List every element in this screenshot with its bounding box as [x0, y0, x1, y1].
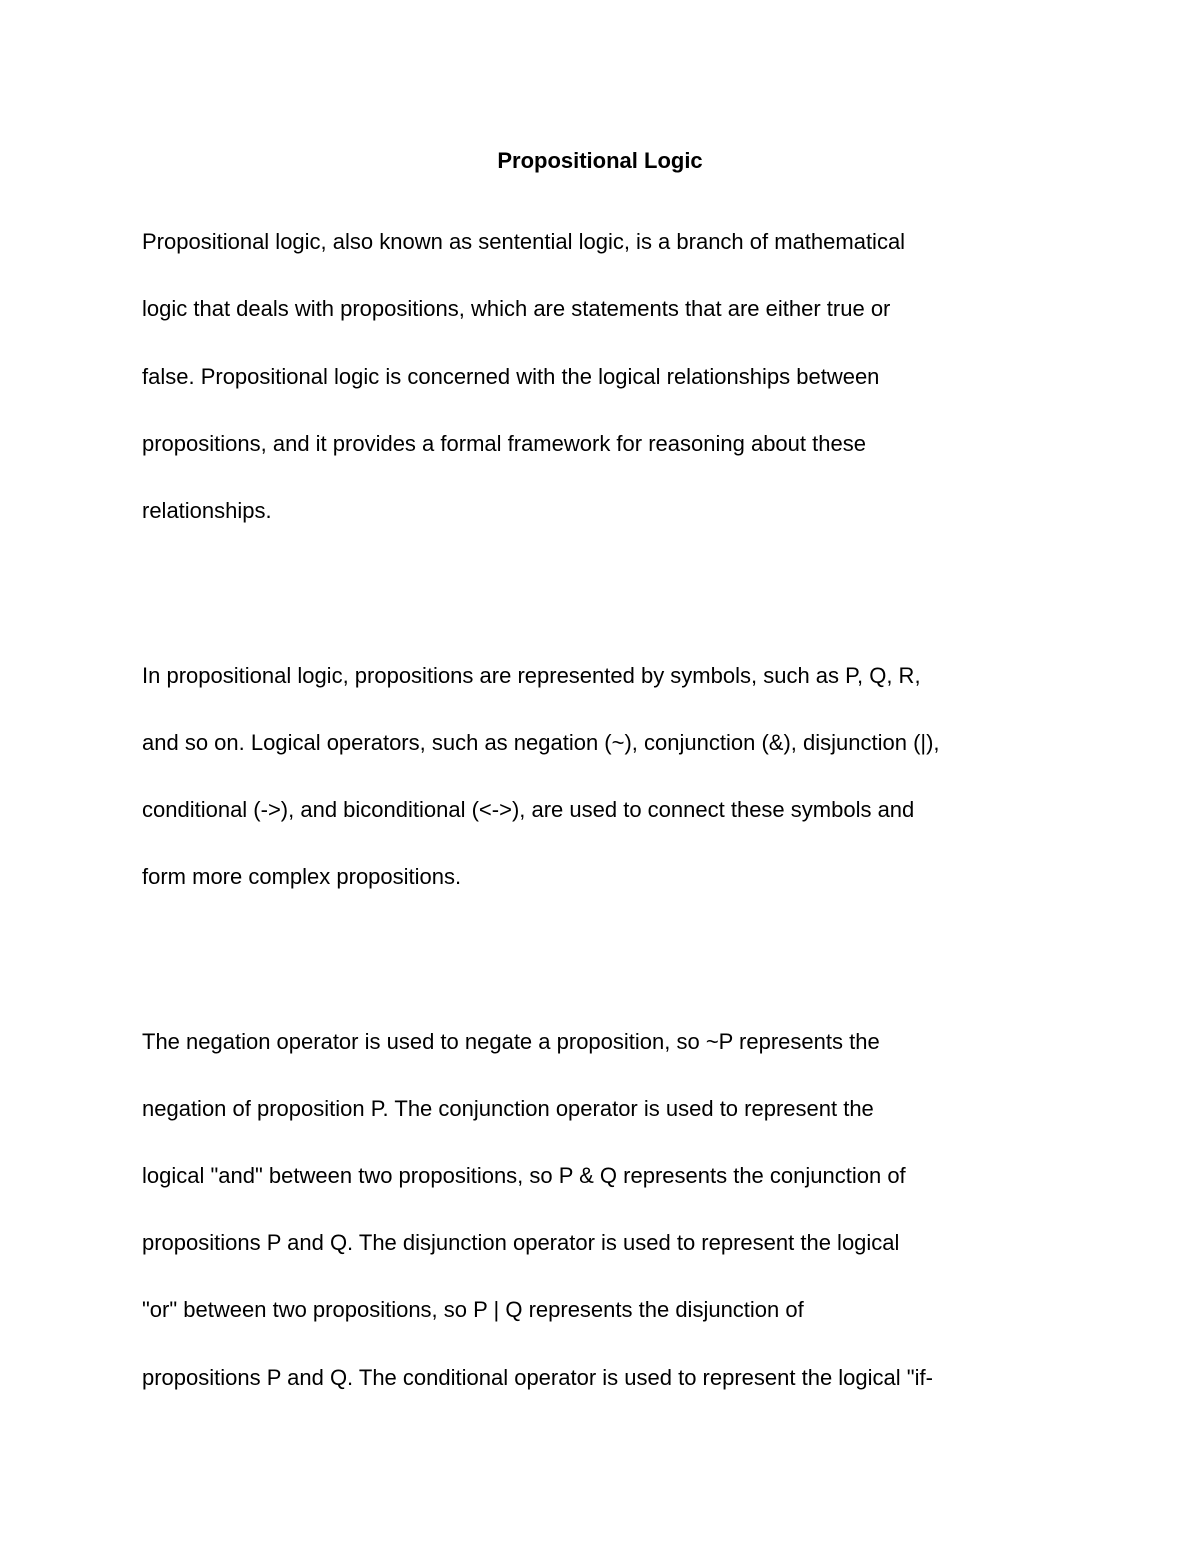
paragraph-1-line-4: propositions, and it provides a formal framework for reasoning about these — [142, 431, 866, 456]
paragraph-2-line-4: form more complex propositions. — [142, 864, 462, 889]
paragraph-1-line-3: false. Propositional logic is concerned with the logical relationships between — [142, 364, 880, 389]
paragraph-2-line-1: In propositional logic, propositions are represented by symbols, such as P, Q, R, — [142, 663, 921, 688]
paragraph-3-line-2: negation of proposition P. The conjunction operator is used to represent the — [142, 1096, 874, 1121]
paragraph-1-line-2: logic that deals with propositions, which are statements that are either true or — [142, 296, 891, 321]
paragraph-3-line-1: The negation operator is used to negate a proposition, so ~P represents the — [142, 1029, 880, 1054]
paragraph-2-line-2: and so on. Logical operators, such as negation (~), conjunction (&), disjunction (|), — [142, 730, 940, 755]
paragraph-1-line-1: Propositional logic, also known as sentential logic, is a branch of mathematical — [142, 229, 906, 254]
paragraph-3-line-6: propositions P and Q. The conditional operator is used to represent the logical "if- — [142, 1365, 933, 1390]
document-title: Propositional Logic — [497, 148, 703, 173]
paragraph-3-line-5: "or" between two propositions, so P | Q represents the disjunction of — [142, 1297, 804, 1322]
paragraph-1-line-5: relationships. — [142, 498, 272, 523]
paragraph-3-line-3: logical "and" between two propositions, so P & Q represents the conjunction of — [142, 1163, 906, 1188]
paragraph-3-line-4: propositions P and Q. The disjunction operator is used to represent the logical — [142, 1230, 900, 1255]
paragraph-2-line-3: conditional (->), and biconditional (<->), are used to connect these symbols and — [142, 797, 915, 822]
